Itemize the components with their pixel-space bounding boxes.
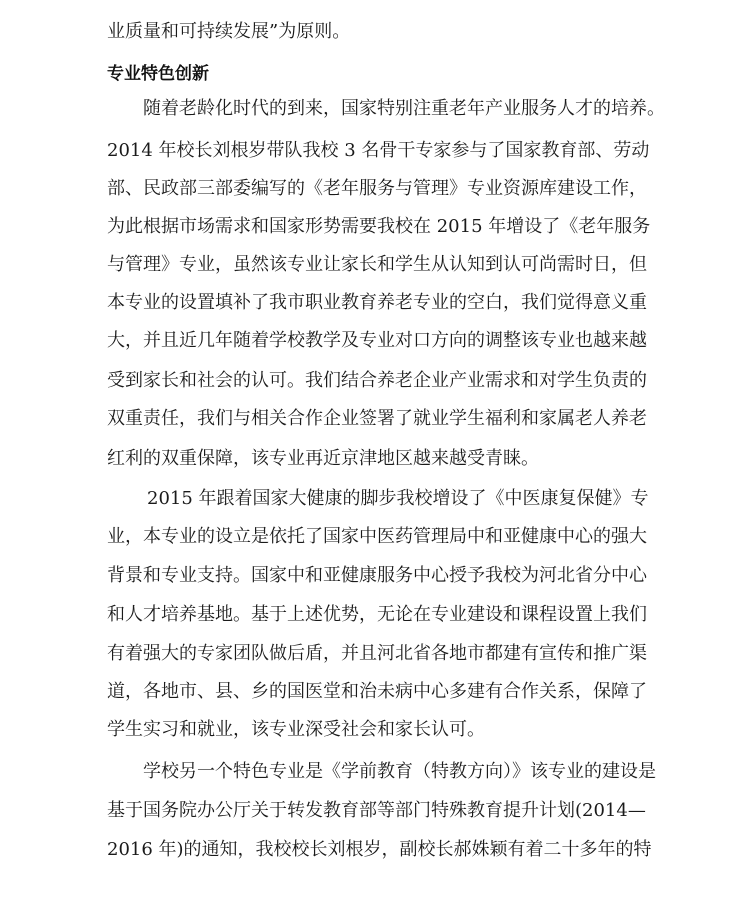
paragraph-line: 基于国务院办公厅关于转发教育部等部门特殊教育提升计划(2014— <box>107 800 646 821</box>
paragraph-line: 红利的双重保障，该专业再近京津地区越来越受青睐。 <box>107 448 539 469</box>
paragraph-line: 业，本专业的设立是依托了国家中医药管理局中和亚健康中心的强大 <box>107 526 647 547</box>
paragraph-line: 随着老龄化时代的到来，国家特别注重老年产业服务人才的培养。 <box>143 98 665 119</box>
paragraph-line: 2015 年跟着国家大健康的脚步我校增设了《中医康复保健》专 <box>147 488 649 509</box>
section-heading: 专业特色创新 <box>107 64 209 84</box>
paragraph-line: 双重责任，我们与相关合作企业签署了就业学生福利和家属老人养老 <box>107 408 647 429</box>
paragraph-line: 部、民政部三部委编写的《老年服务与管理》专业资源库建设工作， <box>107 178 647 199</box>
paragraph-line: 学生实习和就业，该专业深受社会和家长认可。 <box>107 719 485 740</box>
paragraph-line: 2014 年校长刘根岁带队我校 3 名骨干专家参与了国家教育部、劳动 <box>107 140 650 161</box>
paragraph-line: 背景和专业支持。国家中和亚健康服务中心授予我校为河北省分中心 <box>107 565 647 586</box>
paragraph-line: 学校另一个特色专业是《学前教育（特教方向）》该专业的建设是 <box>143 761 656 782</box>
paragraph-line: 业质量和可持续发展”为原则。 <box>107 21 351 42</box>
paragraph-line: 和人才培养基地。基于上述优势，无论在专业建设和课程设置上我们 <box>107 604 647 625</box>
paragraph-line: 大，并且近几年随着学校教学及专业对口方向的调整该专业也越来越 <box>107 330 647 351</box>
paragraph-line: 有着强大的专家团队做后盾，并且河北省各地市都建有宣传和推广渠 <box>107 643 647 664</box>
paragraph-line: 为此根据市场需求和国家形势需要我校在 2015 年增设了《老年服务 <box>107 216 651 237</box>
paragraph-line: 与管理》专业，虽然该专业让家长和学生从认知到认可尚需时日，但 <box>107 254 647 275</box>
paragraph-line: 本专业的设置填补了我市职业教育养老专业的空白，我们觉得意义重 <box>107 292 647 313</box>
paragraph-line: 2016 年)的通知，我校校长刘根岁，副校长郝姝颖有着二十多年的特 <box>107 839 652 860</box>
paragraph-line: 道，各地市、县、乡的国医堂和治未病中心多建有合作关系，保障了 <box>107 681 647 702</box>
paragraph-line: 受到家长和社会的认可。我们结合养老企业产业需求和对学生负责的 <box>107 370 647 391</box>
